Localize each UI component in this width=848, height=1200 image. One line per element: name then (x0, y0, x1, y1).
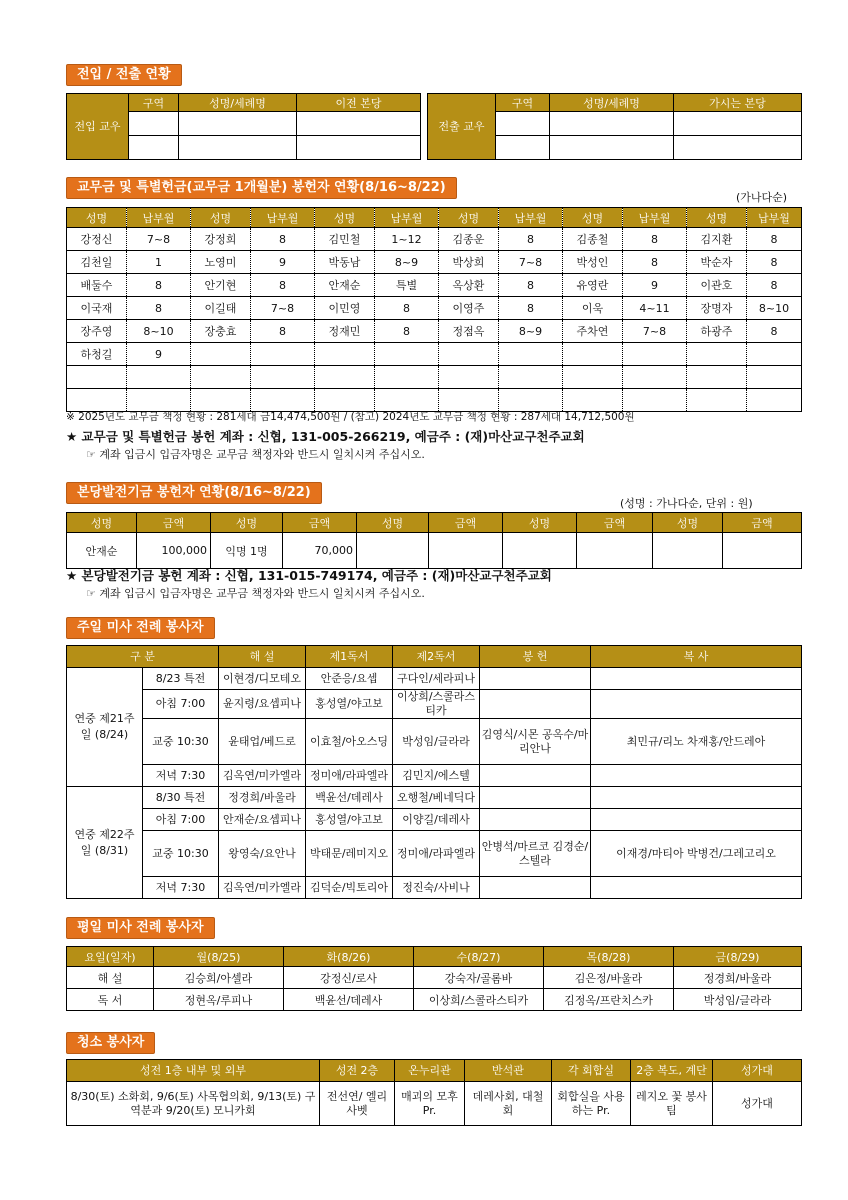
building-amount-cell (429, 533, 503, 569)
dues-name-cell (315, 366, 375, 389)
dues-account: ★ 교무금 및 특별헌금 봉헌 계좌 : 신협, 131-005-266219, 예금주 : (재)마산교구천주교회 (66, 429, 585, 444)
dues-month-cell: 1 (127, 251, 191, 274)
weekday-volunteer-cell: 강숙자/골롬바 (414, 967, 544, 989)
dues-header-month: 납부월 (251, 208, 315, 228)
weekday-header: 요일(일자) (67, 947, 154, 967)
dues-name-cell: 장충효 (191, 320, 251, 343)
building-account-note: ☞ 계좌 입금시 입금자명은 교무금 책정자와 반드시 일치시켜 주십시오. (86, 587, 425, 600)
sunday-mass-time: 8/30 특전 (143, 787, 219, 809)
dues-month-cell: 8 (623, 251, 687, 274)
dues-name-cell: 이영주 (439, 297, 499, 320)
dues-name-cell (687, 343, 747, 366)
dues-row (67, 251, 802, 274)
cleaning-cell: 성가대 (713, 1082, 802, 1126)
sunday-reader-cell: 이효철/아오스딩 (306, 719, 393, 765)
dues-name-cell (439, 343, 499, 366)
sunday-mass-row (67, 787, 802, 809)
cleaning-header: 반석관 (465, 1060, 552, 1082)
dues-month-cell (747, 366, 802, 389)
dues-header-month: 납부월 (127, 208, 191, 228)
cleaning-header: 성가대 (713, 1060, 802, 1082)
dues-name-cell: 유영란 (563, 274, 623, 297)
sunday-reader-cell: 정미애/라파엘라 (393, 831, 480, 877)
dues-name-cell: 박순자 (687, 251, 747, 274)
dues-name-cell: 김종운 (439, 228, 499, 251)
building-name-cell (357, 533, 429, 569)
dues-month-cell (375, 366, 439, 389)
dues-month-cell: 8~10 (127, 320, 191, 343)
transfer-in-header: 이전 본당 (297, 94, 421, 112)
sunday-mass-row (67, 809, 802, 831)
dues-month-cell (375, 343, 439, 366)
sunday-mass-row (67, 765, 802, 787)
dues-header-name: 성명 (687, 208, 747, 228)
weekday-volunteer-cell: 강정신/로사 (284, 967, 414, 989)
dues-header-month: 납부월 (499, 208, 563, 228)
dues-month-cell: 8 (127, 274, 191, 297)
dues-name-cell: 노영미 (191, 251, 251, 274)
sunday-table (66, 645, 802, 899)
sunday-reader-cell: 홍성열/야고보 (306, 809, 393, 831)
building-header: 금액 (283, 513, 357, 533)
sunday-mass-time: 저녁 7:30 (143, 765, 219, 787)
dues-name-cell (687, 389, 747, 412)
weekday-row (67, 967, 802, 989)
dues-month-cell: 8 (127, 297, 191, 320)
dues-name-cell (67, 366, 127, 389)
dues-name-cell: 옥상환 (439, 274, 499, 297)
dues-name-cell: 김지환 (687, 228, 747, 251)
dues-name-cell (563, 366, 623, 389)
cleaning-header: 온누리관 (395, 1060, 465, 1082)
dues-name-cell (687, 366, 747, 389)
sunday-week-label: 연중 제21주일 (8/24) (67, 668, 143, 787)
weekday-volunteer-cell: 김정옥/프란치스카 (544, 989, 674, 1011)
building-amount-cell: 100,000 (137, 533, 211, 569)
weekday-header: 수(8/27) (414, 947, 544, 967)
sunday-mass-row (67, 831, 802, 877)
dues-month-cell: 8 (251, 320, 315, 343)
sunday-reader-cell: 이상희/스콜라스티카 (393, 690, 480, 719)
sunday-mass-time: 저녁 7:30 (143, 877, 219, 899)
cleaning-section-title: 청소 봉사자 (66, 1032, 155, 1054)
dues-name-cell: 이국재 (67, 297, 127, 320)
weekday-role-label: 독 서 (67, 989, 154, 1011)
dues-month-cell: 8 (499, 228, 563, 251)
sunday-mass-time: 8/23 특전 (143, 668, 219, 690)
dues-name-cell (315, 343, 375, 366)
sunday-reader-cell: 구다인/세라피나 (393, 668, 480, 690)
dues-name-cell: 김천일 (67, 251, 127, 274)
transfer-out-label: 전출 교우 (428, 94, 496, 160)
dues-month-cell: 7~8 (127, 228, 191, 251)
dues-sort-note: (가나다순) (736, 191, 788, 204)
weekday-header: 금(8/29) (674, 947, 802, 967)
building-header: 금액 (577, 513, 653, 533)
dues-month-cell: 8~9 (499, 320, 563, 343)
sunday-header: 봉 헌 (480, 646, 591, 668)
dues-month-cell: 8~10 (747, 297, 802, 320)
building-name-cell: 안재순 (67, 533, 137, 569)
dues-row (67, 228, 802, 251)
dues-month-cell: 8 (747, 320, 802, 343)
sunday-reader-cell: 이양길/데레사 (393, 809, 480, 831)
dues-name-cell: 강정신 (67, 228, 127, 251)
dues-name-cell: 강정희 (191, 228, 251, 251)
sunday-header: 복 사 (591, 646, 802, 668)
transfer-out-header: 가시는 본당 (674, 94, 802, 112)
dues-month-cell: 9 (127, 343, 191, 366)
dues-name-cell: 하청길 (67, 343, 127, 366)
cleaning-header: 성전 1층 내부 및 외부 (67, 1060, 320, 1082)
sunday-reader-cell: 홍성열/야고보 (306, 690, 393, 719)
sunday-reader-cell: 김옥연/미카엘라 (219, 877, 306, 899)
sunday-reader-cell: 정경희/바울라 (219, 787, 306, 809)
sunday-reader-cell: 윤태업/베드로 (219, 719, 306, 765)
dues-header-name: 성명 (439, 208, 499, 228)
building-header: 금액 (723, 513, 802, 533)
building-name-cell (503, 533, 577, 569)
transfer-out-header: 구역 (496, 94, 550, 112)
dues-name-cell: 정재민 (315, 320, 375, 343)
sunday-reader-cell: 윤지령/요셉피나 (219, 690, 306, 719)
transfer-out-header: 성명/세례명 (550, 94, 674, 112)
dues-month-cell: 8 (251, 274, 315, 297)
dues-name-cell: 안재순 (315, 274, 375, 297)
sunday-mass-time: 교중 10:30 (143, 719, 219, 765)
dues-name-cell: 김종철 (563, 228, 623, 251)
dues-month-cell: 7~8 (251, 297, 315, 320)
sunday-reader-cell: 김옥연/미카엘라 (219, 765, 306, 787)
dues-month-cell (623, 366, 687, 389)
dues-month-cell: 특별 (375, 274, 439, 297)
building-amount-cell: 70,000 (283, 533, 357, 569)
building-name-cell: 익명 1명 (211, 533, 283, 569)
transfer-in-header: 성명/세례명 (179, 94, 297, 112)
cleaning-cell: 회합실을 사용하는 Pr. (552, 1082, 631, 1126)
weekday-volunteer-cell: 박성임/글라라 (674, 989, 802, 1011)
sunday-mass-row (67, 668, 802, 690)
dues-header-month: 납부월 (623, 208, 687, 228)
building-header: 금액 (429, 513, 503, 533)
dues-month-cell (499, 366, 563, 389)
dues-header-month: 납부월 (747, 208, 802, 228)
dues-footnote: ※ 2025년도 교무금 책정 현황 : 281세대 금14,474,500원 / (참고) 2024년도 교무금 책정 현황 : 287세대 14,712,500원 (66, 411, 635, 423)
dues-name-cell: 주차연 (563, 320, 623, 343)
dues-month-cell: 8 (499, 274, 563, 297)
weekday-volunteer-cell: 이상희/스콜라스티카 (414, 989, 544, 1011)
dues-section-title: 교무금 및 특별헌금(교무금 1개월분) 봉헌자 연황(8/16~8/22) (66, 177, 457, 199)
sunday-offering-cell: 안병석/마르코 김경순/스텔라 (480, 831, 591, 877)
building-header: 성명 (67, 513, 137, 533)
building-table (66, 512, 802, 569)
dues-header-name: 성명 (191, 208, 251, 228)
dues-name-cell (191, 343, 251, 366)
cleaning-header: 성전 2층 (320, 1060, 395, 1082)
dues-header-name: 성명 (315, 208, 375, 228)
building-header: 성명 (211, 513, 283, 533)
sunday-server-cell: 최민규/리노 차재홍/안드레아 (591, 719, 802, 765)
sunday-mass-time: 아침 7:00 (143, 809, 219, 831)
sunday-server-cell: 이재경/마티아 박병건/그레고리오 (591, 831, 802, 877)
sunday-header: 해 설 (219, 646, 306, 668)
dues-row (67, 320, 802, 343)
weekday-volunteer-cell: 김승희/아셀라 (154, 967, 284, 989)
cleaning-cell: 데레사회, 대철회 (465, 1082, 552, 1126)
sunday-mass-time: 아침 7:00 (143, 690, 219, 719)
building-section-title: 본당발전기금 봉헌자 연황(8/16~8/22) (66, 482, 322, 504)
sunday-header: 제1독서 (306, 646, 393, 668)
dues-month-cell: 7~8 (499, 251, 563, 274)
dues-month-cell: 8 (375, 320, 439, 343)
dues-header-name: 성명 (67, 208, 127, 228)
cleaning-cell: 8/30(토) 소화회, 9/6(토) 사목협의회, 9/13(토) 구역분과 9/20(토) 모니카회 (67, 1082, 320, 1126)
weekday-header: 화(8/26) (284, 947, 414, 967)
weekday-volunteer-cell: 김은정/바울라 (544, 967, 674, 989)
sunday-reader-cell: 안준응/요셉 (306, 668, 393, 690)
dues-name-cell: 장주영 (67, 320, 127, 343)
transfer-in-header: 구역 (129, 94, 179, 112)
sunday-offering-cell: 김영식/시몬 공옥수/마리안나 (480, 719, 591, 765)
sunday-reader-cell: 박성임/글라라 (393, 719, 480, 765)
dues-row (67, 343, 802, 366)
dues-header-month: 납부월 (375, 208, 439, 228)
weekday-volunteer-cell: 정현옥/루피나 (154, 989, 284, 1011)
dues-month-cell: 8 (251, 228, 315, 251)
sunday-reader-cell: 안재순/요셉피나 (219, 809, 306, 831)
dues-name-cell (191, 366, 251, 389)
dues-month-cell (127, 366, 191, 389)
dues-name-cell: 이민영 (315, 297, 375, 320)
dues-name-cell: 이관호 (687, 274, 747, 297)
cleaning-cell: 레지오 꽃 봉사팀 (631, 1082, 713, 1126)
sunday-reader-cell: 오행철/베네딕다 (393, 787, 480, 809)
sunday-reader-cell: 왕영숙/요안나 (219, 831, 306, 877)
dues-row (67, 297, 802, 320)
dues-row (67, 366, 802, 389)
dues-month-cell: 7~8 (623, 320, 687, 343)
building-amount-cell (577, 533, 653, 569)
weekday-header: 목(8/28) (544, 947, 674, 967)
building-header: 성명 (503, 513, 577, 533)
building-header: 성명 (357, 513, 429, 533)
dues-name-cell: 김민철 (315, 228, 375, 251)
dues-month-cell: 1~12 (375, 228, 439, 251)
dues-month-cell (623, 343, 687, 366)
dues-month-cell: 9 (623, 274, 687, 297)
dues-month-cell (251, 366, 315, 389)
sunday-mass-time: 교중 10:30 (143, 831, 219, 877)
dues-month-cell: 8 (499, 297, 563, 320)
cleaning-cell: 전선연/ 엘리사벳 (320, 1082, 395, 1126)
dues-month-cell (747, 389, 802, 412)
transfer-in-label: 전입 교우 (67, 94, 129, 160)
sunday-header: 제2독서 (393, 646, 480, 668)
dues-name-cell: 박성인 (563, 251, 623, 274)
cleaning-header: 2층 복도, 계단 (631, 1060, 713, 1082)
sunday-section-title: 주일 미사 전례 봉사자 (66, 617, 215, 639)
weekday-table (66, 946, 802, 1011)
building-sort-note: (성명 : 가나다순, 단위 : 원) (620, 497, 753, 510)
cleaning-table (66, 1059, 802, 1126)
transfer-in-table (66, 93, 421, 160)
sunday-mass-row (67, 877, 802, 899)
dues-name-cell: 박동남 (315, 251, 375, 274)
dues-name-cell: 안기현 (191, 274, 251, 297)
building-account: ★ 본당발전기금 봉헌 계좌 : 신협, 131-015-749174, 예금주 : (재)마산교구천주교회 (66, 568, 552, 583)
building-amount-cell (723, 533, 802, 569)
cleaning-header: 각 회합실 (552, 1060, 631, 1082)
sunday-mass-row (67, 690, 802, 719)
dues-month-cell (251, 343, 315, 366)
sunday-mass-row (67, 719, 802, 765)
sunday-week-label: 연중 제22주일 (8/31) (67, 787, 143, 899)
dues-header-name: 성명 (563, 208, 623, 228)
weekday-role-label: 해 설 (67, 967, 154, 989)
building-header: 성명 (653, 513, 723, 533)
dues-account-note: ☞ 계좌 입금시 입금자명은 교무금 책정자와 반드시 일치시켜 주십시오. (86, 448, 425, 461)
dues-month-cell: 8 (747, 251, 802, 274)
building-name-cell (653, 533, 723, 569)
dues-name-cell: 이길태 (191, 297, 251, 320)
sunday-reader-cell: 정진숙/사비나 (393, 877, 480, 899)
dues-name-cell: 이욱 (563, 297, 623, 320)
weekday-row (67, 989, 802, 1011)
weekday-section-title: 평일 미사 전례 봉사자 (66, 917, 215, 939)
weekday-volunteer-cell: 백윤선/데레사 (284, 989, 414, 1011)
sunday-reader-cell: 김민지/에스텔 (393, 765, 480, 787)
sunday-reader-cell: 이현경/디모테오 (219, 668, 306, 690)
dues-month-cell: 8 (375, 297, 439, 320)
transfer-section-title: 전입 / 전출 연황 (66, 64, 182, 86)
sunday-reader-cell: 김덕순/빅토리아 (306, 877, 393, 899)
dues-month-cell: 9 (251, 251, 315, 274)
dues-month-cell (747, 343, 802, 366)
sunday-header: 구 분 (67, 646, 219, 668)
dues-name-cell: 장명자 (687, 297, 747, 320)
dues-table (66, 207, 802, 412)
dues-month-cell: 8~9 (375, 251, 439, 274)
dues-month-cell: 8 (623, 228, 687, 251)
dues-month-cell: 8 (747, 228, 802, 251)
dues-month-cell: 4~11 (623, 297, 687, 320)
sunday-reader-cell: 정미애/라파엘라 (306, 765, 393, 787)
dues-name-cell: 배둘수 (67, 274, 127, 297)
dues-name-cell: 정점옥 (439, 320, 499, 343)
weekday-header: 월(8/25) (154, 947, 284, 967)
sunday-reader-cell: 박태문/레미지오 (306, 831, 393, 877)
dues-name-cell (439, 366, 499, 389)
dues-row (67, 274, 802, 297)
dues-name-cell: 박상희 (439, 251, 499, 274)
sunday-reader-cell: 백윤선/데레사 (306, 787, 393, 809)
cleaning-cell: 매괴의 모후 Pr. (395, 1082, 465, 1126)
weekday-volunteer-cell: 정경희/바울라 (674, 967, 802, 989)
building-header: 금액 (137, 513, 211, 533)
transfer-out-table (427, 93, 802, 160)
dues-month-cell: 8 (747, 274, 802, 297)
dues-name-cell (563, 343, 623, 366)
dues-name-cell: 하광주 (687, 320, 747, 343)
dues-month-cell (499, 343, 563, 366)
